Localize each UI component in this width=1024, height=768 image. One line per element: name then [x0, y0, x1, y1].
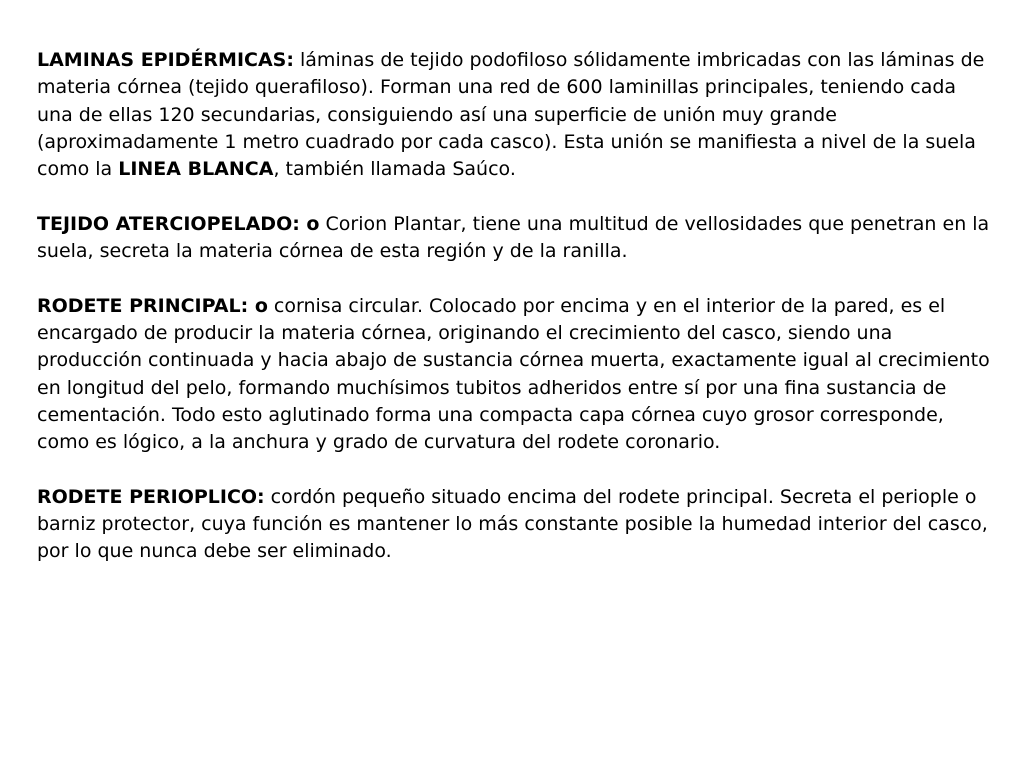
term-tejido-aterciopelado: TEJIDO ATERCIOPELADO: o [37, 212, 320, 235]
term-rodete-principal: RODETE PRINCIPAL: o [37, 294, 268, 317]
paragraph-text: láminas de tejido podofiloso sólidamente imbricadas con las láminas de materia córnea (tejido querafiloso). Forman una red de 600 laminillas principales, teniendo cada una de ellas 120 secundarias, consiguiendo así una superficie de unión muy grande (aproximadamente 1 metro cuadrado por cada casco). Esta unión se manifiesta a nivel de la suela como la [37, 49, 985, 181]
paragraph-rodete-principal [37, 293, 992, 457]
slide-content [37, 47, 992, 566]
emphasis-linea-blanca: LINEA BLANCA [118, 158, 274, 181]
term-laminas-epidermicas: LAMINAS EPIDÉRMICAS: [37, 49, 294, 71]
paragraph-laminas-epidermicas [37, 47, 992, 183]
paragraph-rodete-perioplico [37, 484, 992, 566]
paragraph-text: , también llamada Saúco. [273, 158, 516, 181]
paragraph-tejido-aterciopelado [37, 211, 992, 266]
term-rodete-perioplico: RODETE PERIOPLICO: [37, 485, 265, 508]
paragraph-text: Corion Plantar, tiene una multitud de vellosidades que penetran en la suela, secreta la materia córnea de esta región y de la ranilla. [37, 212, 990, 263]
paragraph-text: cornisa circular. Colocado por encima y en el interior de la pared, es el encargado de producir la materia córnea, originando el crecimiento del casco, siendo una producción continuada y hacia abajo de sustancia córnea muerta, exactamente igual al crecimiento en longitud del pelo, formando muchísimos tubitos adheridos entre sí por una fina sustancia de cementación. Todo esto aglutinado forma una compacta capa córnea cuyo grosor corresponde, como es lógico, a la anchura y grado de curvatura del rodete coronario. [37, 294, 990, 454]
paragraph-text: cordón pequeño situado encima del rodete principal. Secreta el periople o barniz protector, cuya función es mantener lo más constante posible la humedad interior del casco, por lo que nunca debe ser eliminado. [37, 485, 988, 563]
